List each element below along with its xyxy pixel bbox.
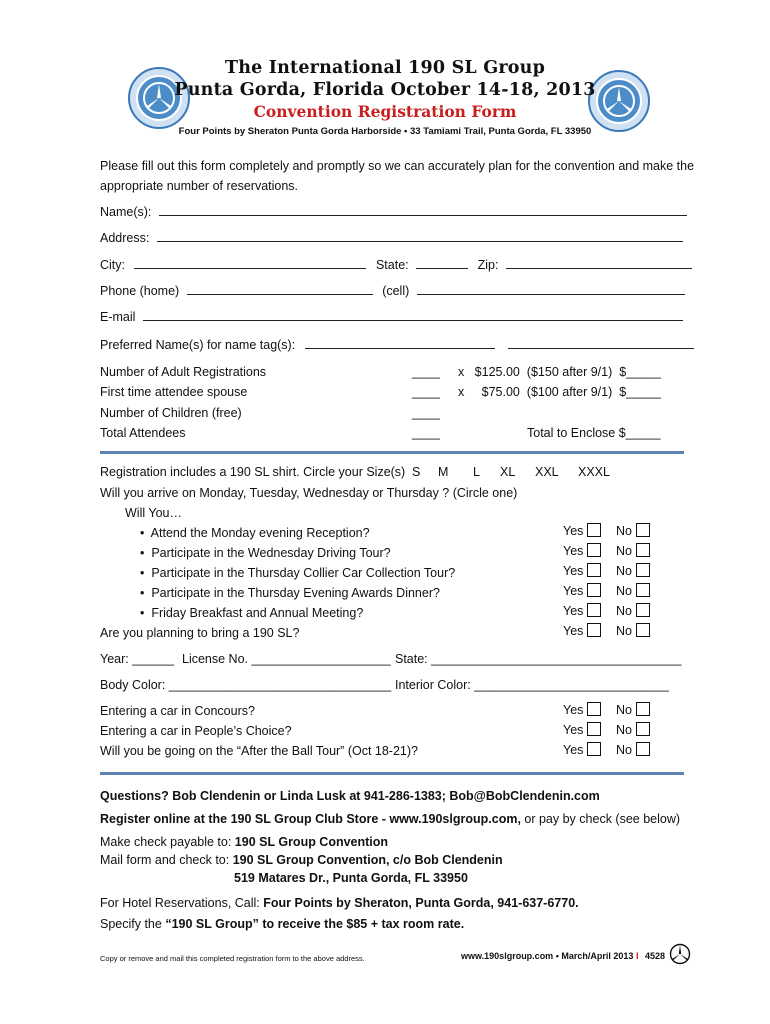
no-checkbox[interactable] bbox=[636, 742, 650, 756]
title-line2: Punta Gorda, Florida October 14-18, 2013 bbox=[174, 80, 596, 100]
yes-no-row bbox=[563, 523, 601, 538]
no-checkbox[interactable] bbox=[636, 563, 650, 577]
yes-no-row bbox=[616, 583, 650, 598]
arrival-question: Will you arrive on Monday, Tuesday, Wednesday or Thursday ? (Circle one) bbox=[100, 486, 518, 500]
footer-note: Copy or remove and mail this completed registration form to the above address. bbox=[100, 954, 365, 963]
footer-site-date: www.190slgroup.com • March/April 2013 bbox=[461, 951, 634, 961]
no-label: No bbox=[616, 624, 632, 638]
yes-no-row bbox=[563, 623, 601, 638]
total-enclose: Total to Enclose $_____ bbox=[527, 426, 661, 440]
state-blank[interactable] bbox=[416, 256, 468, 269]
spouse-label: First time attendee spouse bbox=[100, 385, 248, 399]
event-row bbox=[140, 545, 391, 561]
title-line1: The International 190 SL Group bbox=[224, 58, 546, 78]
yes-no-row bbox=[616, 722, 650, 737]
event-row bbox=[140, 605, 363, 621]
no-label: No bbox=[616, 703, 632, 717]
mail-to bbox=[100, 852, 503, 868]
no-label: No bbox=[616, 743, 632, 757]
car-body-color[interactable]: Body Color: ________________________________ bbox=[100, 678, 392, 692]
mercedes-star-icon bbox=[669, 943, 691, 970]
no-checkbox[interactable] bbox=[636, 523, 650, 537]
names-field[interactable] bbox=[100, 203, 687, 220]
no-label: No bbox=[616, 584, 632, 598]
city-state-zip-field[interactable] bbox=[100, 256, 692, 273]
section-divider bbox=[100, 772, 684, 775]
mail-value-2: 519 Matares Dr., Punta Gorda, FL 33950 bbox=[234, 871, 468, 885]
yes-label: Yes bbox=[563, 564, 584, 578]
spouse-price: x $75.00 ($100 after 9/1) $_____ bbox=[458, 385, 661, 399]
bring-car-question: Are you planning to bring a 190 SL? bbox=[100, 626, 300, 640]
yes-checkbox[interactable] bbox=[587, 523, 601, 537]
intro-line2: appropriate number of reservations. bbox=[100, 179, 299, 193]
no-label: No bbox=[616, 544, 632, 558]
event-awards-dinner: Participate in the Thursday Evening Awards Dinner? bbox=[151, 586, 440, 600]
no-label: No bbox=[616, 564, 632, 578]
car-interior-color[interactable]: Interior Color: ____________________________ bbox=[395, 678, 669, 692]
mail-value-1: 190 SL Group Convention, c/o Bob Clendenin bbox=[232, 853, 503, 867]
hotel-label: For Hotel Reservations, Call: bbox=[100, 896, 264, 910]
yes-checkbox[interactable] bbox=[587, 742, 601, 756]
club-logo-right bbox=[588, 70, 650, 132]
shirt-size-xxxl[interactable]: XXXL bbox=[578, 465, 610, 479]
no-checkbox[interactable] bbox=[636, 623, 650, 637]
preferred-name-blank-2[interactable] bbox=[508, 336, 694, 349]
phone-home-blank[interactable] bbox=[187, 282, 373, 295]
address-field[interactable] bbox=[100, 229, 683, 246]
yes-label: Yes bbox=[563, 584, 584, 598]
bullet: • bbox=[140, 526, 145, 540]
bullet: • bbox=[140, 546, 145, 560]
total-attendees-label: Total Attendees bbox=[100, 426, 186, 440]
zip-label: Zip: bbox=[477, 258, 499, 272]
car-license[interactable]: License No. ____________________ bbox=[182, 652, 391, 666]
event-row bbox=[140, 525, 370, 541]
event-friday-breakfast: Friday Breakfast and Annual Meeting? bbox=[151, 606, 364, 620]
specify-value: “190 SL Group” to receive the $85 + tax room rate. bbox=[165, 917, 465, 931]
names-blank[interactable] bbox=[159, 203, 687, 216]
yes-no-row bbox=[563, 722, 601, 737]
no-checkbox[interactable] bbox=[636, 543, 650, 557]
zip-blank[interactable] bbox=[506, 256, 692, 269]
address-blank[interactable] bbox=[157, 229, 683, 242]
shirt-size-m[interactable]: M bbox=[438, 465, 449, 479]
preferred-names-label: Preferred Name(s) for name tag(s): bbox=[100, 338, 296, 352]
city-blank[interactable] bbox=[134, 256, 366, 269]
yes-label: Yes bbox=[563, 544, 584, 558]
register-online bbox=[100, 811, 680, 827]
register-online-rest: or pay by check (see below) bbox=[520, 812, 681, 826]
city-label: City: bbox=[100, 258, 125, 272]
concours-question: Entering a car in Concours? bbox=[100, 704, 255, 718]
cell-label: (cell) bbox=[382, 284, 410, 298]
payable-label: Make check payable to: bbox=[100, 835, 235, 849]
no-label: No bbox=[616, 604, 632, 618]
state-label: State: bbox=[375, 258, 409, 272]
spouse-count-blank[interactable]: ____ bbox=[412, 385, 440, 399]
yes-checkbox[interactable] bbox=[587, 563, 601, 577]
no-checkbox[interactable] bbox=[636, 722, 650, 736]
yes-label: Yes bbox=[563, 743, 584, 757]
hotel-value: Four Points by Sheraton, Punta Gorda, 941-637-6770. bbox=[263, 896, 579, 910]
yes-checkbox[interactable] bbox=[587, 543, 601, 557]
bullet: • bbox=[140, 566, 145, 580]
section-divider bbox=[100, 451, 684, 454]
cell-blank[interactable] bbox=[417, 282, 685, 295]
phone-field[interactable] bbox=[100, 282, 685, 299]
email-label: E-mail bbox=[100, 310, 136, 324]
no-checkbox[interactable] bbox=[636, 702, 650, 716]
adult-count-blank[interactable]: ____ bbox=[412, 365, 440, 379]
footer-divider: I bbox=[636, 951, 639, 961]
payable-value: 190 SL Group Convention bbox=[234, 835, 389, 849]
yes-label: Yes bbox=[563, 604, 584, 618]
email-blank[interactable] bbox=[143, 308, 683, 321]
yes-label: Yes bbox=[563, 723, 584, 737]
register-online-bold: Register online at the 190 SL Group Club Store - www.190slgroup.com, bbox=[100, 812, 521, 826]
event-monday-reception: Attend the Monday evening Reception? bbox=[150, 526, 370, 540]
form-title: Convention Registration Form bbox=[253, 102, 517, 121]
shirt-size-l[interactable]: L bbox=[473, 465, 480, 479]
car-year[interactable]: Year: ______ bbox=[100, 652, 174, 666]
yes-checkbox[interactable] bbox=[587, 623, 601, 637]
yes-checkbox[interactable] bbox=[587, 722, 601, 736]
email-field[interactable] bbox=[100, 308, 683, 325]
hotel-reservations bbox=[100, 895, 579, 911]
preferred-name-blank-1[interactable] bbox=[305, 336, 495, 349]
intro-line1: Please fill out this form completely and promptly so we can accurately plan for the convention and make the bbox=[100, 159, 695, 173]
yes-checkbox[interactable] bbox=[587, 583, 601, 597]
address-label: Address: bbox=[100, 231, 150, 245]
no-label: No bbox=[616, 723, 632, 737]
children-count-blank[interactable]: ____ bbox=[412, 406, 440, 420]
yes-no-row bbox=[616, 623, 650, 638]
yes-no-row bbox=[616, 603, 650, 618]
bullet: • bbox=[140, 606, 145, 620]
yes-no-row bbox=[563, 702, 601, 717]
peoples-choice-question: Entering a car in People’s Choice? bbox=[100, 724, 292, 738]
names-label: Name(s): bbox=[100, 205, 152, 219]
will-you-label: Will You… bbox=[125, 506, 182, 520]
yes-no-row bbox=[616, 563, 650, 578]
children-label: Number of Children (free) bbox=[100, 406, 242, 420]
shirt-size-s[interactable]: S bbox=[412, 465, 421, 479]
event-wednesday-driving-tour: Participate in the Wednesday Driving Tour? bbox=[151, 546, 391, 560]
yes-no-row bbox=[616, 523, 650, 538]
yes-label: Yes bbox=[563, 624, 584, 638]
no-checkbox[interactable] bbox=[636, 583, 650, 597]
yes-no-row bbox=[563, 543, 601, 558]
yes-checkbox[interactable] bbox=[587, 603, 601, 617]
phone-home-label: Phone (home) bbox=[100, 284, 180, 298]
yes-checkbox[interactable] bbox=[587, 702, 601, 716]
yes-label: Yes bbox=[563, 524, 584, 538]
no-label: No bbox=[616, 524, 632, 538]
total-attendees-blank[interactable]: ____ bbox=[412, 426, 440, 440]
car-state[interactable]: State: ____________________________________ bbox=[395, 652, 682, 666]
event-collier-collection-tour: Participate in the Thursday Collier Car Collection Tour? bbox=[151, 566, 456, 580]
event-row bbox=[140, 585, 440, 601]
venue-line: Four Points by Sheraton Punta Gorda Harborside • 33 Tamiami Trail, Punta Gorda, FL 33950 bbox=[178, 126, 592, 137]
specify-rate bbox=[100, 916, 464, 932]
shirt-label: Registration includes a 190 SL shirt. Circle your Size(s) bbox=[100, 465, 406, 479]
questions-contact: Questions? Bob Clendenin or Linda Lusk at 941-286-1383; Bob@BobClendenin.com bbox=[100, 789, 600, 803]
no-checkbox[interactable] bbox=[636, 603, 650, 617]
yes-no-row bbox=[616, 742, 650, 757]
adult-registrations-label: Number of Adult Registrations bbox=[100, 365, 267, 379]
shirt-size-xl[interactable]: XL bbox=[500, 465, 516, 479]
yes-no-row bbox=[563, 583, 601, 598]
preferred-names-field[interactable] bbox=[100, 336, 694, 353]
event-row bbox=[140, 565, 455, 581]
adult-price: x $125.00 ($150 after 9/1) $_____ bbox=[458, 365, 661, 379]
payable-to bbox=[100, 834, 388, 850]
after-ball-tour-question: Will you be going on the “After the Ball Tour” (Oct 18-21)? bbox=[100, 744, 418, 758]
specify-label: Specify the bbox=[100, 917, 166, 931]
yes-no-row bbox=[563, 563, 601, 578]
yes-no-row bbox=[616, 702, 650, 717]
bullet: • bbox=[140, 586, 145, 600]
yes-no-row bbox=[616, 543, 650, 558]
yes-no-row bbox=[563, 603, 601, 618]
shirt-size-xxl[interactable]: XXL bbox=[535, 465, 559, 479]
yes-no-row bbox=[563, 742, 601, 757]
mail-label: Mail form and check to: bbox=[100, 853, 233, 867]
yes-label: Yes bbox=[563, 703, 584, 717]
page-number: 4528 bbox=[645, 951, 666, 961]
